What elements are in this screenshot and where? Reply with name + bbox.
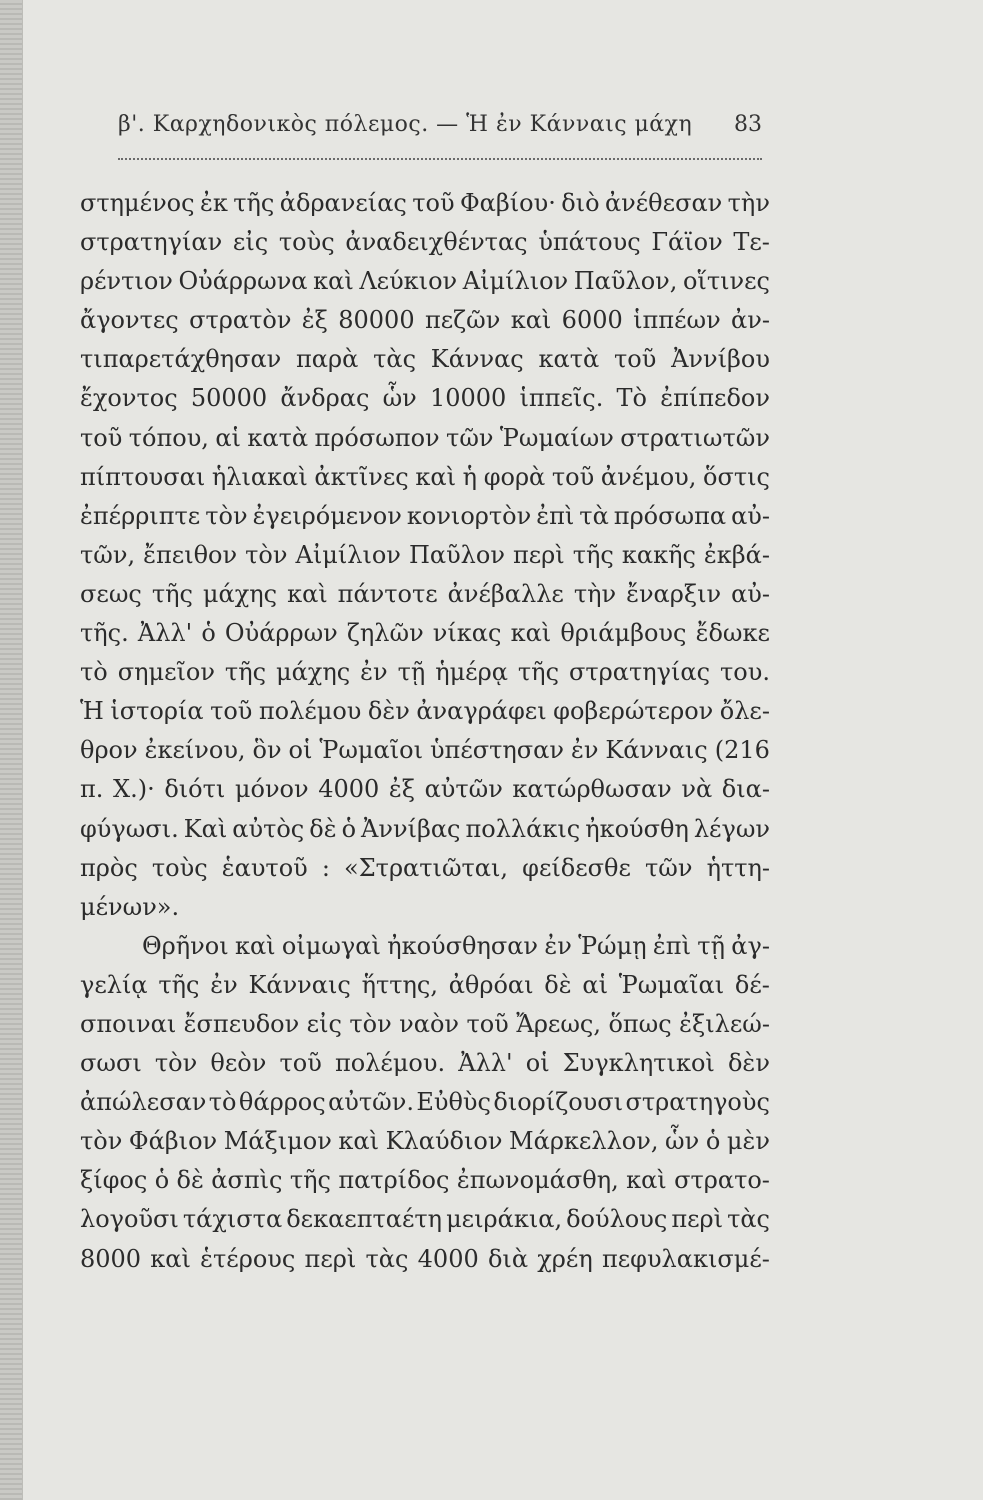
word: 6000 <box>561 306 623 335</box>
word: τῆς. <box>80 619 129 648</box>
word: Κάνναις <box>605 736 708 765</box>
word: τῶν, <box>80 540 136 569</box>
word: ξίφος <box>80 1166 148 1195</box>
word: ἀναγράφει <box>416 697 547 726</box>
word: Τε- <box>733 228 770 257</box>
word: κονιορτὸν <box>406 501 532 530</box>
word: ἐκ <box>199 189 228 217</box>
word: μάχης <box>276 658 351 687</box>
text-line <box>80 1122 770 1161</box>
word: ἀνέμου, <box>600 462 697 491</box>
text-line <box>80 419 770 458</box>
word: ἔπειθον <box>143 540 238 569</box>
text-line <box>80 301 770 340</box>
word: πολέμου <box>258 697 362 726</box>
word: ἀκτῖνες <box>314 462 409 491</box>
body-text <box>80 184 770 1279</box>
word: ἔδωκε <box>695 619 770 648</box>
word: Κάνναις <box>248 970 351 999</box>
word: καὶ <box>510 619 552 648</box>
word: Οὐάρρων <box>224 619 338 648</box>
word: φορὰ <box>483 462 546 491</box>
word: 10000 <box>429 384 507 413</box>
word: τοῦ <box>412 189 455 217</box>
word: τῇ <box>397 658 426 687</box>
word: φύγωσι. <box>80 814 179 843</box>
word: μάχης <box>202 579 278 608</box>
word: καὶ <box>338 1127 379 1156</box>
word: κατὰ <box>247 423 309 452</box>
word: κακῆς <box>621 540 696 569</box>
word: αἱ <box>582 970 608 999</box>
word: ἔχοντος <box>80 384 178 413</box>
word: ἐπίπεδον <box>660 384 770 413</box>
word: τιπαρετάχθησαν <box>80 345 282 374</box>
text-line <box>80 888 770 927</box>
word: τοῦ <box>279 1049 322 1078</box>
word: ἀνέβαλλε <box>447 579 564 608</box>
word: ἐξ <box>388 775 415 804</box>
word: π. <box>80 775 104 804</box>
word: Συγκλητικοὶ <box>562 1049 715 1078</box>
word: 80000 <box>338 306 415 335</box>
word: στρατηγίας <box>568 658 711 687</box>
word: τῆς <box>233 189 275 217</box>
text-line <box>80 379 770 418</box>
word: (216 <box>714 736 770 765</box>
word: Φάβιον <box>128 1127 218 1156</box>
word: τῆς <box>517 658 560 687</box>
text-line <box>80 262 770 301</box>
word: περὶ <box>512 540 565 569</box>
word: τὸν <box>80 1127 123 1156</box>
word: ἄνδρας <box>280 384 370 413</box>
word: ἀν- <box>731 306 770 335</box>
word: τῶν <box>446 423 494 452</box>
word: δούλους <box>566 1205 668 1234</box>
word: πάντοτε <box>337 579 438 608</box>
word: διορίζουσι <box>493 1088 624 1117</box>
text-line <box>80 1240 770 1279</box>
word: Μάρκελλον, <box>509 1127 659 1156</box>
word: ὁ <box>154 1166 170 1195</box>
word: Ἀννίβου <box>671 345 770 374</box>
page-number: 83 <box>734 112 762 137</box>
word: Ἀλλ' <box>458 1049 513 1078</box>
word: Ῥωμαῖαι <box>618 970 725 999</box>
word: πατρίδος <box>338 1166 450 1195</box>
text-line <box>80 1044 770 1083</box>
word: Οὐάρρωνα <box>178 267 308 296</box>
word: Θρῆνοι <box>142 931 229 960</box>
word: δὲ <box>309 814 337 843</box>
word: Εὐθὺς <box>416 1088 491 1117</box>
word: Ῥώμῃ <box>578 931 647 960</box>
text-line <box>80 770 770 809</box>
text-line <box>80 927 770 966</box>
text-line <box>80 340 770 379</box>
word: ἡλιακαὶ <box>211 462 308 491</box>
word: Κλαύδιον <box>385 1127 503 1156</box>
word: τὸ <box>208 1088 237 1117</box>
word: ἐξ <box>301 306 328 335</box>
word: ἑαυτοῦ <box>221 853 308 882</box>
word: ἀσπὶς <box>211 1166 283 1195</box>
word: τὰ <box>579 501 609 530</box>
word: ἐν <box>210 970 238 999</box>
word: ἑτέρους <box>200 1244 296 1273</box>
word: ὧν <box>665 1127 700 1156</box>
word: ἐπωνομάσθη, <box>456 1166 619 1195</box>
word: τοὺς <box>278 228 335 257</box>
word: τὰς <box>373 345 417 374</box>
word: οἰμωγαὶ <box>281 931 381 960</box>
word: ἀπώλεσαν <box>80 1088 207 1117</box>
word: ἐπὶ <box>652 931 691 960</box>
word: πεζῶν <box>424 306 501 335</box>
word: ἐκείνου, <box>144 736 246 765</box>
header-dotted-rule <box>118 158 762 160</box>
word: ἐξιλεώ- <box>679 1009 770 1038</box>
word: μένων». <box>80 892 180 921</box>
word: τοῦ <box>466 1009 509 1038</box>
word: τοῦ <box>80 423 123 452</box>
word: τὸν <box>349 1009 392 1038</box>
word: ὅπως <box>608 1009 672 1038</box>
word: ναὸν <box>399 1009 459 1038</box>
word: καὶ <box>234 931 276 960</box>
word: δεκαεπταέτη <box>286 1205 443 1234</box>
word: ἐγειρόμενον <box>252 501 402 530</box>
text-line <box>80 692 770 731</box>
word: δὲ <box>544 970 572 999</box>
word: ὃν <box>252 736 282 765</box>
word: ἀνέθεσαν <box>604 189 723 217</box>
word: ἀθρόαι <box>448 970 534 999</box>
word: καὶ <box>287 579 328 608</box>
word: κατώρθωσαν <box>512 775 672 804</box>
word: θάρρος <box>238 1088 326 1117</box>
word: Φαβίου· <box>459 189 556 217</box>
word: Αἰμίλιον <box>295 540 401 569</box>
word: 4000 <box>318 775 380 804</box>
word: ἐν <box>544 931 572 960</box>
word: ἥττης, <box>361 970 438 999</box>
word: ἐν <box>570 736 599 765</box>
word: κατὰ <box>538 345 600 374</box>
text-line <box>80 614 770 653</box>
word: τῆς <box>158 970 200 999</box>
word: στρατιωτῶν <box>620 423 770 452</box>
word: τῆς <box>151 579 193 608</box>
word: Χ.)· <box>113 775 155 804</box>
word: νὰ <box>681 775 713 804</box>
word: τὴν <box>573 579 617 608</box>
word: πεφυλακισμέ- <box>601 1244 770 1273</box>
word: 8000 <box>80 1244 142 1273</box>
word: Γάϊον <box>651 228 723 257</box>
word: φείδεσθε <box>522 853 631 882</box>
word: μὲν <box>726 1127 770 1156</box>
word: δέ- <box>734 970 770 999</box>
word: τοὺς <box>151 853 208 882</box>
word: ἠκούσθησαν <box>387 931 538 960</box>
word: αὐ- <box>731 501 770 530</box>
word: αὐτῶν. <box>328 1088 414 1117</box>
word: Ἡ <box>80 697 104 726</box>
word: αὐτὸς <box>232 814 305 843</box>
word: του. <box>720 658 770 687</box>
word: Τὸ <box>616 384 648 413</box>
word: τὰς <box>365 1244 409 1273</box>
word: χρέη <box>537 1244 593 1273</box>
word: διὸ <box>561 189 600 217</box>
word: τόπου, <box>128 423 209 452</box>
word: 50000 <box>190 384 268 413</box>
word: αὐτῶν <box>424 775 503 804</box>
word: σποιναι <box>80 1009 177 1038</box>
word: ὅστις <box>703 462 770 491</box>
word: πολλάκις <box>465 814 581 843</box>
word: ἱππεῖς. <box>519 384 604 413</box>
word: ρέντιον <box>80 267 173 296</box>
word: αἱ <box>215 423 241 452</box>
word: περὶ <box>671 1205 724 1234</box>
word: εἰς <box>306 1009 342 1038</box>
word: οἵτινες <box>682 267 770 296</box>
word: τὸν <box>154 1049 198 1078</box>
text-line <box>80 184 770 223</box>
word: Κάννας <box>430 345 524 374</box>
word: ζηλῶν <box>346 619 424 648</box>
word: τῆς <box>289 1166 331 1195</box>
word: ἱστορία <box>110 697 204 726</box>
word: διότι <box>164 775 226 804</box>
word: οἱ <box>525 1049 550 1078</box>
word: ἔναρξιν <box>626 579 722 608</box>
word: «Στρατιῶται, <box>344 853 509 882</box>
word: διὰ <box>487 1244 529 1273</box>
word: Ῥωμαῖοι <box>319 736 423 765</box>
word: παρὰ <box>296 345 359 374</box>
word: στρατο- <box>674 1166 770 1195</box>
word: ὁ <box>705 1127 721 1156</box>
word: ἡττη- <box>706 853 770 882</box>
word: ἐν <box>360 658 388 687</box>
word: ὧν <box>382 384 417 413</box>
word: τῶν <box>645 853 693 882</box>
word: θριάμβους <box>560 619 687 648</box>
word: ἀγ- <box>731 931 770 960</box>
word: πρόσωπον <box>314 423 440 452</box>
word: ὑπέστησαν <box>429 736 564 765</box>
word: τῆς <box>224 658 267 687</box>
word: λογοῦσι <box>80 1205 179 1234</box>
word: Μάξιμον <box>223 1127 332 1156</box>
word: Παῦλον, <box>573 267 678 296</box>
text-line <box>80 731 770 770</box>
word: ἀναδειχθέντας <box>345 228 528 257</box>
text-line <box>80 1083 770 1122</box>
text-line <box>80 653 770 692</box>
text-line <box>80 223 770 262</box>
word: καὶ <box>626 1166 667 1195</box>
word: λέγων <box>693 814 770 843</box>
word: τοῦ <box>613 345 657 374</box>
word: καὶ <box>510 306 552 335</box>
word: περὶ <box>304 1244 357 1273</box>
word: Ἀλλ' <box>137 619 193 648</box>
word: πολέμου. <box>334 1049 446 1078</box>
word: πρόσωπα <box>613 501 727 530</box>
word: δὲν <box>727 1049 770 1078</box>
word: Ἀννίβας <box>361 814 461 843</box>
word: τοῦ <box>551 462 595 491</box>
word: εἰς <box>232 228 269 257</box>
word: τὴν <box>727 189 770 217</box>
word: πίπτουσαι <box>80 462 206 491</box>
text-line <box>80 536 770 575</box>
page-binding-edge <box>0 0 23 1500</box>
word: ὑπάτους <box>538 228 641 257</box>
word: σημεῖον <box>117 658 215 687</box>
word: Παῦλον <box>408 540 505 569</box>
word: τὸν <box>245 540 288 569</box>
running-header <box>118 112 762 152</box>
word: Ἄρεως, <box>516 1009 601 1038</box>
word: σωσι <box>80 1049 142 1078</box>
word: ἐπέρριπτε <box>80 501 201 530</box>
word: δὲ <box>176 1166 204 1195</box>
word: ὁ <box>201 619 216 648</box>
word: ἡ <box>462 462 478 491</box>
word: σεως <box>80 579 142 608</box>
word: τάχιστα <box>182 1205 283 1234</box>
word: νίκας <box>432 619 502 648</box>
text-line <box>80 849 770 888</box>
word: ἄγοντες <box>80 306 179 335</box>
word: Καὶ <box>183 814 228 843</box>
word: ἡμέρᾳ <box>435 658 508 687</box>
word: φοβερώτερον <box>553 697 714 726</box>
word: καὶ <box>313 267 354 296</box>
word: δια- <box>721 775 770 804</box>
word: τοῦ <box>210 697 253 726</box>
word: ἔσπευδον <box>183 1009 300 1038</box>
word: πρὸς <box>80 853 138 882</box>
word: μόνον <box>234 775 309 804</box>
word: ἱππέων <box>633 306 721 335</box>
word: τὸ <box>80 658 108 687</box>
word: μειράκια, <box>446 1205 563 1234</box>
word: 4000 <box>417 1244 479 1273</box>
word: τὰς <box>727 1205 770 1234</box>
word: στρατηγοὺς <box>625 1088 770 1117</box>
word: ὄλε- <box>719 697 770 726</box>
text-line <box>80 497 770 536</box>
word: αὐ- <box>731 579 770 608</box>
word: στημένος <box>80 189 195 217</box>
word: Λεύκιον <box>359 267 458 296</box>
word: οἱ <box>288 736 313 765</box>
word: θρον <box>80 736 138 765</box>
text-line <box>80 810 770 849</box>
word: ἠκούσθη <box>585 814 689 843</box>
word: τῇ <box>697 931 725 960</box>
text-line <box>80 1161 770 1200</box>
word: καὶ <box>415 462 457 491</box>
word: ἀδρανείας <box>279 189 407 217</box>
word: στρατὸν <box>189 306 292 335</box>
word: ἐκβά- <box>703 540 770 569</box>
word: : <box>321 853 330 882</box>
word: Αἰμίλιον <box>462 267 569 296</box>
word: ἐπὶ <box>536 501 575 530</box>
text-line <box>80 458 770 497</box>
running-header-title: β'. Καρχηδονικὸς πόλεμος. — Ἡ ἐν Κάνναις μάχη <box>118 112 693 137</box>
word: δὲν <box>367 697 410 726</box>
text-line <box>80 966 770 1005</box>
word: Ῥωμαίων <box>499 423 614 452</box>
word: καὶ <box>150 1244 191 1273</box>
word: γελίᾳ <box>80 970 148 999</box>
word: τὸν <box>205 501 248 530</box>
word: ὁ <box>341 814 357 843</box>
word: τῆς <box>572 540 614 569</box>
text-line <box>80 575 770 614</box>
text-line <box>80 1005 770 1044</box>
word: στρατηγίαν <box>80 228 223 257</box>
text-line <box>80 1200 770 1239</box>
word: θεὸν <box>210 1049 267 1078</box>
